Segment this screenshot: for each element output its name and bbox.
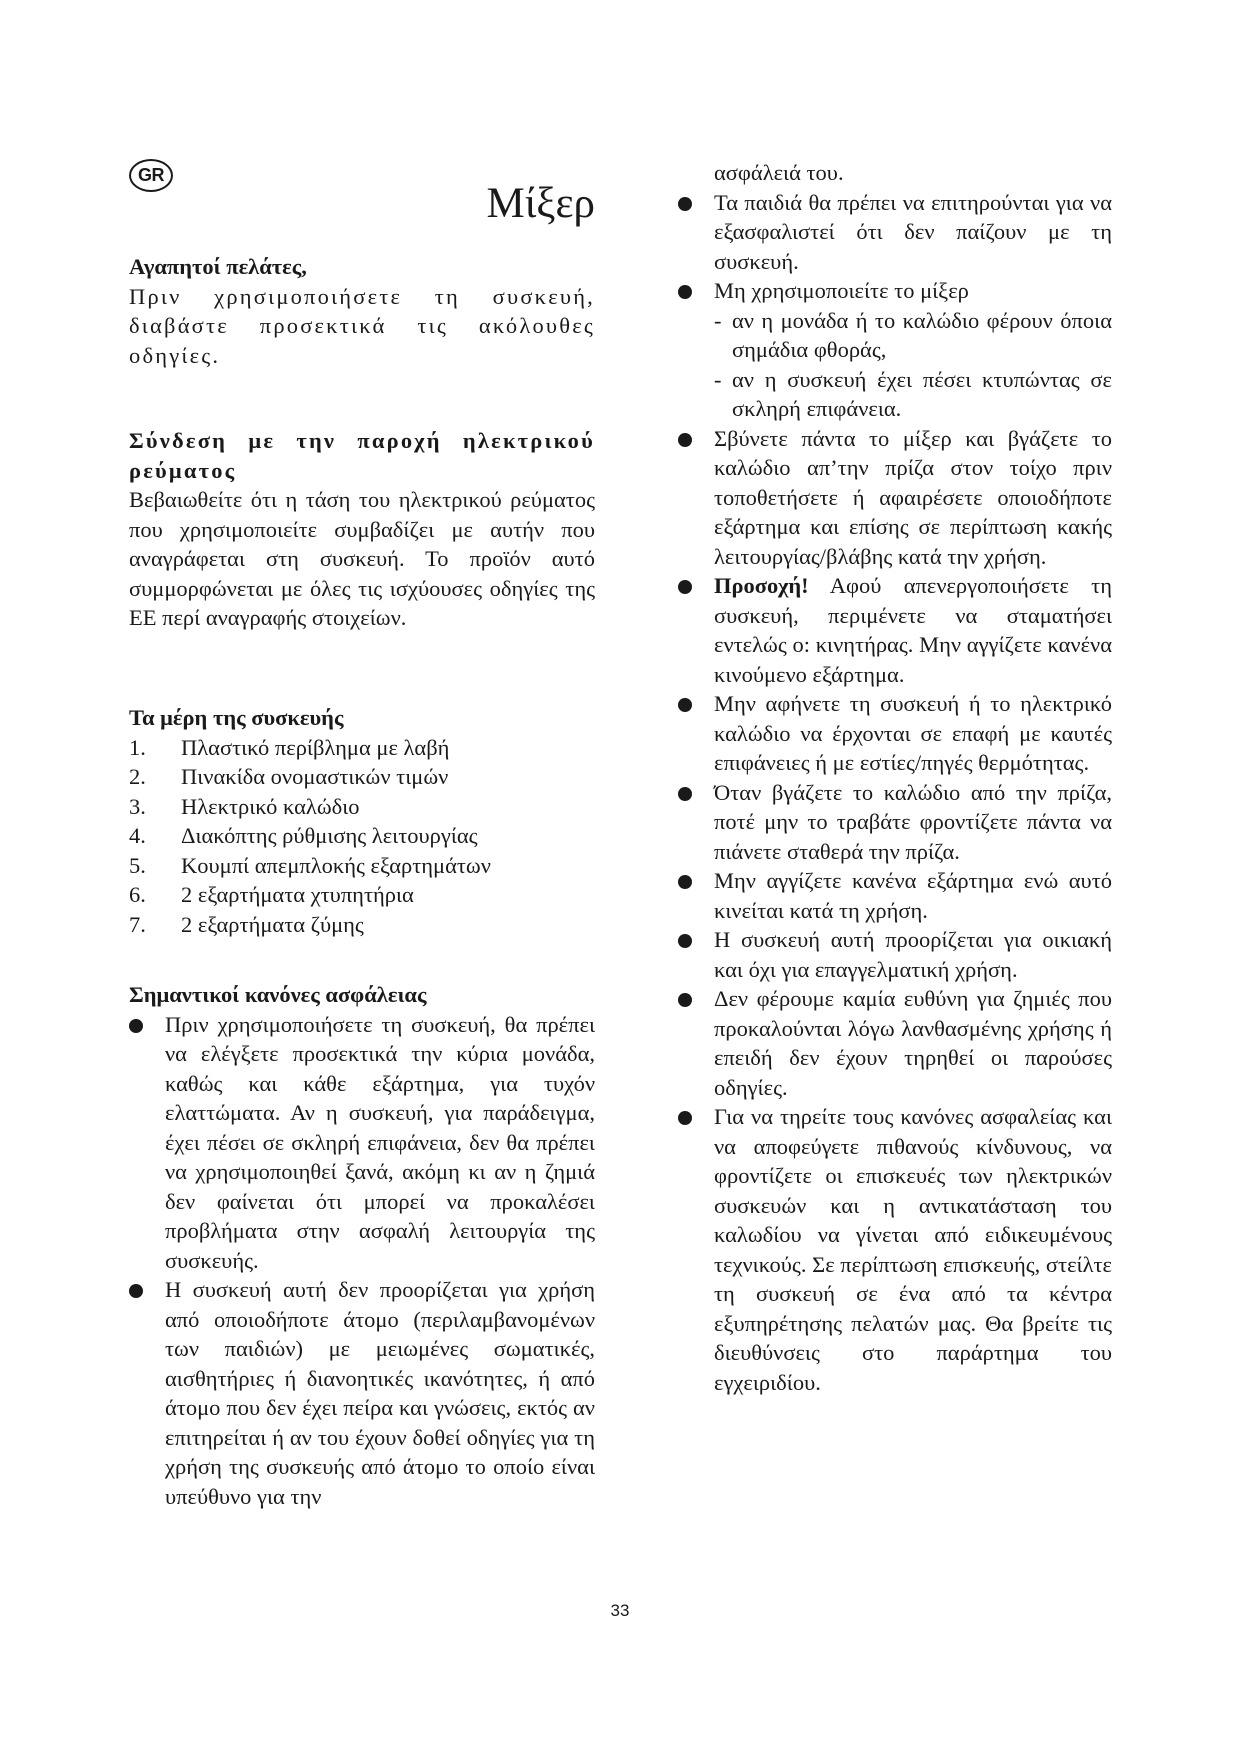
safety-item <box>678 984 1112 1102</box>
safety-item <box>678 866 1112 925</box>
item-label: Κουμπί απεμπλοκής εξαρτημάτων <box>181 852 491 878</box>
safety-item-text: Τα παιδιά θα πρέπει να επιτηρούνται για να εξασφαλιστεί ότι δεν παίζουν με τη συσκευή. <box>714 189 1112 274</box>
bullet-icon <box>129 1019 143 1033</box>
safety-item-text: Όταν βγάζετε το καλώδιο από την πρίζα, ποτέ μην το τραβάτε φροντίζετε πάντα να πιάνετε σταθερά την πρίζα. <box>714 779 1112 864</box>
parts-list-item <box>129 792 595 822</box>
item-label: 2 εξαρτήματα ζύμης <box>181 911 364 937</box>
safety-item <box>129 1010 595 1276</box>
safety-item-text: Μη χρησιμοποιείτε το μίξερ <box>714 278 969 303</box>
intro-section <box>129 252 595 370</box>
item-number: 1. <box>129 734 146 760</box>
safety-item-text: ασφάλειά του. <box>714 160 844 185</box>
sub-item-text: αν η συσκευή έχει πέσει κτυπώντας σε σκληρή επιφάνεια. <box>732 366 1112 421</box>
parts-list-item <box>129 910 595 940</box>
sub-list <box>714 306 1112 424</box>
parts-list-item <box>129 821 595 851</box>
parts-list <box>129 733 595 940</box>
caution-label: Προσοχή! <box>714 573 809 598</box>
item-number: 4. <box>129 823 146 848</box>
bullet-icon <box>678 580 692 594</box>
greeting: Αγαπητοί πελάτες, <box>129 254 307 279</box>
page-title: Μίξερ <box>486 179 595 227</box>
bullet-icon <box>678 875 692 889</box>
safety-item <box>678 571 1112 689</box>
parts-list-item <box>129 851 595 881</box>
safety-item-text: Σβύνετε πάντα το μίξερ και βγάζετε το καλώδιο απ’την πρίζα στον τοίχο πριν τοποθετήσετε ή αφαιρέσετε οποιοδήποτε εξάρτημα και επίσης σε περίπτωση κακής λειτουργίας/βλάβης κατά την χρήση. <box>714 425 1112 569</box>
safety-item <box>129 1275 595 1511</box>
bullet-icon <box>678 698 692 712</box>
connection-heading: Σύνδεση με την παροχή ηλεκτρικού ρεύματος <box>129 428 595 483</box>
safety-section <box>129 980 595 1511</box>
item-label: 2 εξαρτήματα χτυπητήρια <box>181 882 414 907</box>
item-number: 6. <box>129 882 146 907</box>
right-column <box>678 158 1112 1397</box>
safety-list-continued <box>678 158 1112 1397</box>
intro-text: Πριν χρησιμοποιήσετε τη συσκευή, διαβάστε προσεκτικά τις ακόλουθες οδηγίες. <box>129 283 595 368</box>
safety-list <box>129 1010 595 1512</box>
dash-icon: - <box>714 307 722 333</box>
safety-item-continuation <box>678 158 1112 188</box>
item-label: Ηλεκτρικό καλώδιο <box>181 793 360 819</box>
safety-item-text: Μην αγγίζετε κανένα εξάρτημα ενώ αυτό κινείται κατά τη χρήση. <box>714 868 1112 923</box>
sub-item-text: αν η μονάδα ή το καλώδιο φέρουν όποια σημάδια φθοράς, <box>732 307 1112 362</box>
item-label: Πλαστικό περίβλημα με λαβή <box>181 734 450 760</box>
safety-item <box>678 424 1112 572</box>
bullet-icon <box>678 787 692 801</box>
parts-list-item <box>129 880 595 910</box>
safety-item <box>678 925 1112 984</box>
bullet-icon <box>678 197 692 211</box>
safety-item-text: Πριν χρησιμοποιήσετε τη συσκευή, θα πρέπει να ελέγξετε προσεκτικά την κύρια μονάδα, καθώς και κάθε εξάρτημα, για τυχόν ελαττώματα. Αν η συσκευή, για παράδειγμα, έχει πέσει σε σκληρή επιφάνεια, δεν θα πρέπει να χρησιμοποιηθεί ξανά, ακόμη κι αν η ζημιά δεν φαίνεται ότι μπορεί να προκαλέσει προβλήματα στην ασφαλή λειτουργία της συσκευής. <box>165 1011 595 1273</box>
safety-item <box>678 188 1112 277</box>
connection-section <box>129 426 595 633</box>
bullet-icon <box>678 285 692 299</box>
item-number: 2. <box>129 764 146 789</box>
parts-heading: Τα μέρη της συσκευής <box>129 705 344 730</box>
bullet-icon <box>678 993 692 1007</box>
connection-text: Βεβαιωθείτε ότι η τάση του ηλεκτρικού ρεύματος που χρησιμοποιείτε συμβαδίζει με αυτήν που αναγράφεται στη συσκευή. Το προϊόν αυτό συμμορφώνεται με όλες τις ισχύουσες οδηγίες της ΕΕ περί αναγραφής στοιχείων. <box>129 487 595 630</box>
item-label: Πινακίδα ονομαστικών τιμών <box>181 764 449 789</box>
safety-item-text: Αφού απενεργοποιήσετε τη συσκευή, περιμένετε να σταματήσει εντελώς ο: κινητήρας. Μην αγγίζετε κανένα κινούμενο εξάρτημα. <box>714 573 1112 687</box>
safety-item-text: Η συσκευή αυτή δεν προορίζεται για χρήση από οποιοδήποτε άτομο (περιλαμβανομένων των παιδιών) με μειωμένες σωματικές, αισθητήριες ή διανοητικές ικανότητες, ή από άτομο που δεν έχει πείρα και γνώσεις, εκτός αν επιτηρείται ή αν του έχουν δοθεί οδηγίες για τη χρήση της συσκευής από άτομο το οποίο είναι υπεύθυνο για την <box>165 1277 595 1509</box>
bullet-icon <box>678 433 692 447</box>
bullet-icon <box>678 1111 692 1125</box>
safety-item-text: Μην αφήνετε τη συσκευή ή το ηλεκτρικό καλώδιο να έρχονται σε επαφή με καυτές επιφάνειες ή με εστίες/πηγές θερμότητας. <box>714 691 1112 775</box>
safety-item <box>678 778 1112 867</box>
safety-item-text: Δεν φέρουμε καμία ευθύνη για ζημιές που προκαλούνται λόγω λανθασμένης χρήσης ή επειδή δεν έχουν τηρηθεί οι παρούσες οδηγίες. <box>714 986 1112 1100</box>
safety-item <box>678 276 1112 424</box>
safety-item-text: Για να τηρείτε τους κανόνες ασφαλείας και να αποφεύγετε πιθανούς κίνδυνους, να φροντίζετε οι επισκευές των ηλεκτρικών συσκευών και η αντικατάσταση του καλωδίου να γίνεται από ειδικευμένους τεχνικούς. Σε περίπτωση επισκευής, στείλτε τη συσκευή σε ένα από τα κέντρα εξυπηρέτησης πελατών μας. Θα βρείτε τις διευθύνσεις στο παράρτημα του εγχειριδίου. <box>714 1104 1113 1395</box>
parts-list-item <box>129 733 595 763</box>
safety-item <box>678 689 1112 778</box>
safety-item <box>678 1102 1112 1397</box>
language-badge: GR <box>129 159 173 192</box>
bullet-icon <box>678 934 692 948</box>
bullet-icon <box>129 1284 143 1298</box>
sub-list-item <box>714 306 1112 365</box>
sub-list-item <box>714 365 1112 424</box>
parts-list-item <box>129 762 595 792</box>
item-number: 3. <box>129 793 146 819</box>
parts-section <box>129 703 595 939</box>
safety-item-text: Η συσκευή αυτή προορίζεται για οικιακή και όχι για επαγγελματική χρήση. <box>714 927 1112 982</box>
item-label: Διακόπτης ρύθμισης λειτουργίας <box>181 823 478 848</box>
item-number: 7. <box>129 911 146 937</box>
item-number: 5. <box>129 852 146 878</box>
page-number: 33 <box>610 1601 630 1620</box>
safety-heading: Σημαντικοί κανόνες ασφάλειας <box>129 982 427 1007</box>
dash-icon: - <box>714 366 722 392</box>
